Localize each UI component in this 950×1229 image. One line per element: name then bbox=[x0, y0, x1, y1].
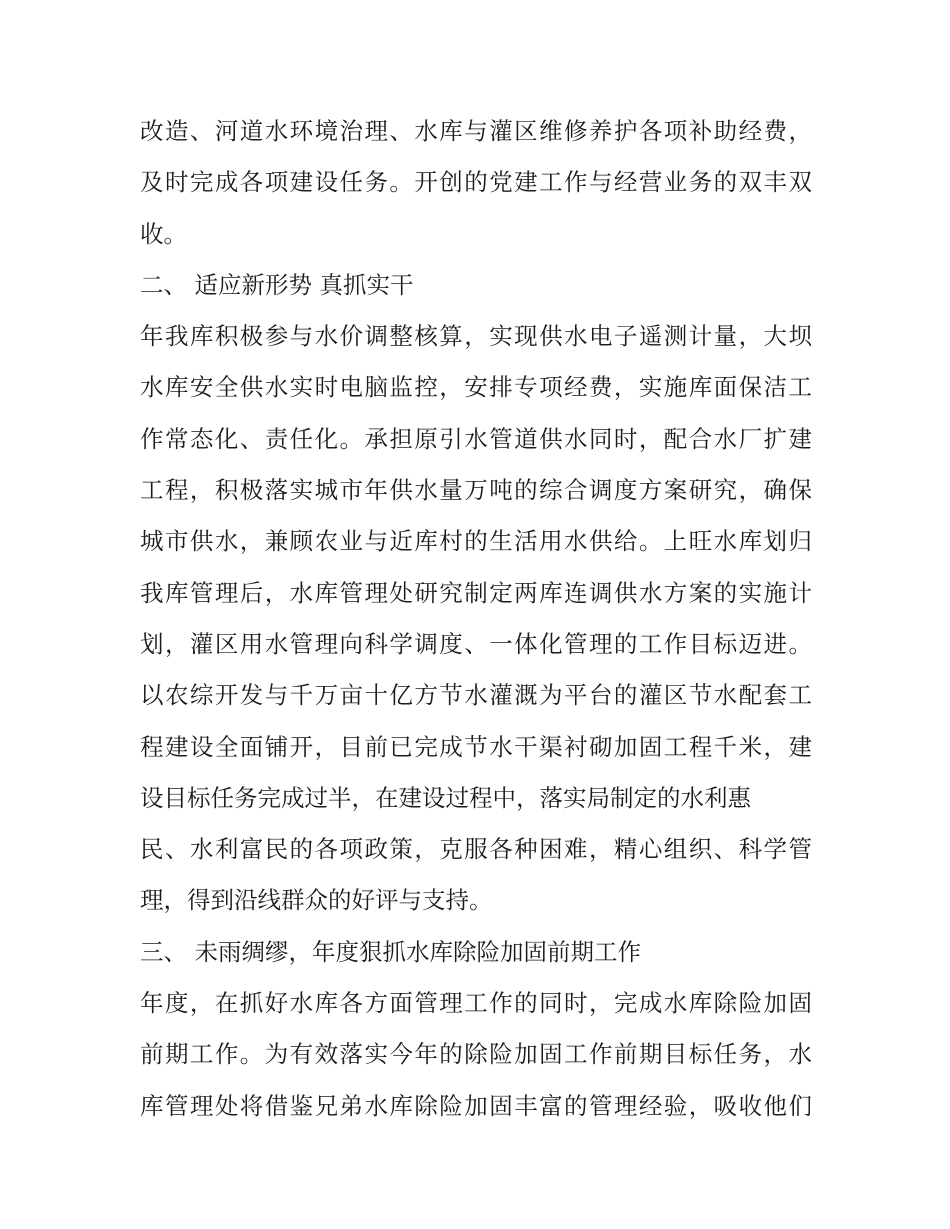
body-text-line: 划，灌区用水管理向科学调度、一体化管理的工作目标迈进。 bbox=[140, 629, 812, 658]
document-body bbox=[140, 106, 812, 1132]
body-text-line: 程建设全面铺开，目前已完成节水干渠衬砌加固工程千米，建 bbox=[140, 732, 812, 761]
body-text-line: 工程，积极落实城市年供水量万吨的综合调度方案研究，确保 bbox=[140, 476, 812, 505]
body-text-line: 水库安全供水实时电脑监控，安排专项经费，实施库面保洁工 bbox=[140, 373, 812, 402]
body-text-line: 民、水利富民的各项政策，克服各种困难，精心组织、科学管 bbox=[140, 835, 812, 864]
section-heading: 二、 适应新形势 真抓实干 bbox=[140, 270, 414, 299]
body-text-line: 收。 bbox=[140, 219, 187, 248]
body-text-line: 城市供水，兼顾农业与近库村的生活用水供给。上旺水库划归 bbox=[140, 527, 812, 556]
body-text-line: 库管理处将借鉴兄弟水库除险加固丰富的管理经验，吸收他们 bbox=[140, 1091, 812, 1120]
body-text-line: 以农综开发与千万亩十亿方节水灌溉为平台的灌区节水配套工 bbox=[140, 681, 812, 710]
body-text-line: 改造、河道水环境治理、水库与灌区维修养护各项补助经费， bbox=[140, 117, 812, 145]
body-text-line: 作常态化、责任化。承担原引水管道供水同时，配合水厂扩建 bbox=[140, 424, 812, 453]
body-text-line: 理，得到沿线群众的好评与支持。 bbox=[140, 886, 493, 915]
body-text-line: 我库管理后，水库管理处研究制定两库连调供水方案的实施计 bbox=[140, 578, 812, 607]
body-text-line: 前期工作。为有效落实今年的除险加固工作前期目标任务，水 bbox=[140, 1040, 812, 1069]
body-text-line: 年我库积极参与水价调整核算，实现供水电子遥测计量，大坝 bbox=[140, 322, 812, 351]
body-text-line: 设目标任务完成过半，在建设过程中，落实局制定的水利惠 bbox=[140, 783, 751, 812]
body-text-line: 及时完成各项建设任务。开创的党建工作与经营业务的双丰双 bbox=[140, 168, 812, 197]
body-text-line: 年度，在抓好水库各方面管理工作的同时，完成水库除险加固 bbox=[140, 989, 812, 1018]
section-heading: 三、 未雨绸缪，年度狠抓水库除险加固前期工作 bbox=[140, 937, 641, 966]
